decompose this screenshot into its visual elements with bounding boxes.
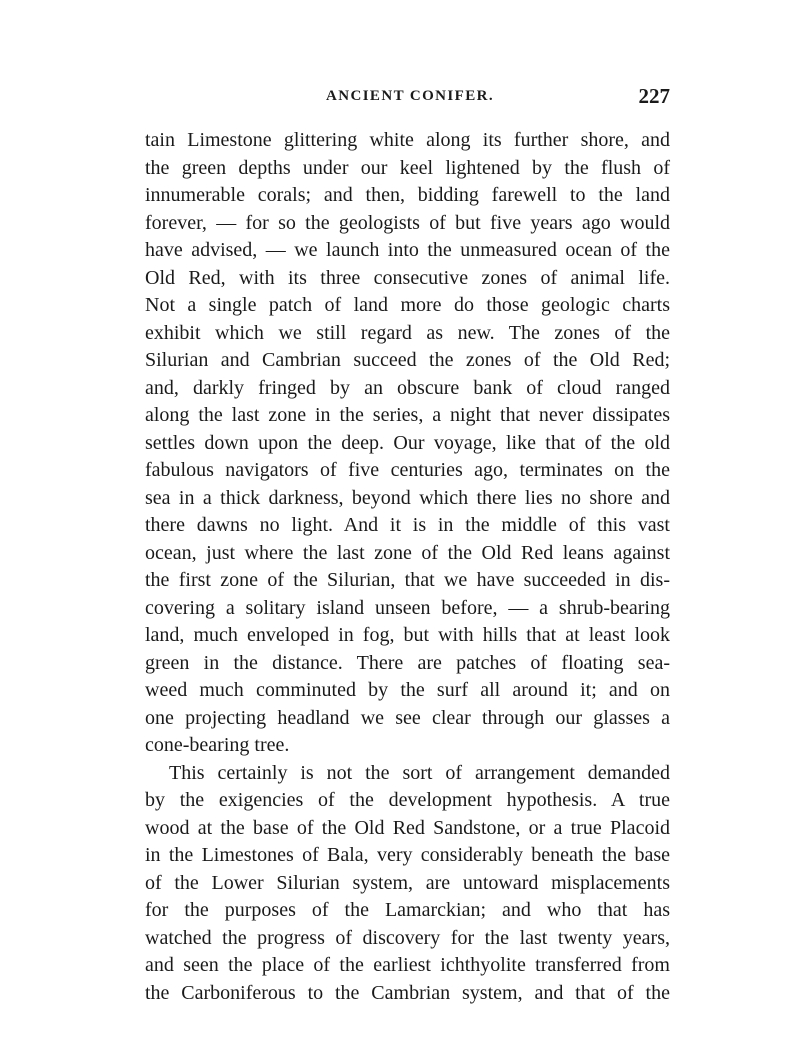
text-line: land, much enveloped in fog, but with hills that at least look (145, 624, 670, 646)
body-text (145, 127, 670, 1007)
text-line: Not a single patch of land more do those geologic charts (145, 294, 670, 316)
text-line: the green depths under our keel lightened by the flush of (145, 156, 670, 179)
text-line: for the purposes of the Lamarckian; and who that has (145, 899, 670, 921)
text-line: tain Limestone glittering white along its further shore, and (145, 129, 670, 151)
text-line: have advised, — we launch into the unmeasured ocean of the (145, 239, 670, 261)
text-line: by the exigencies of the development hypothesis. A true (145, 789, 670, 811)
text-line: the first zone of the Silurian, that we have succeeded in dis- (145, 569, 670, 591)
text-line: sea in a thick darkness, beyond which there lies no shore and (145, 486, 670, 509)
text-line: the Carboniferous to the Cambrian system, and that of the (145, 981, 670, 1004)
text-line: there dawns no light. And it is in the middle of this vast (145, 514, 670, 536)
text-line: green in the distance. There are patches of floating sea- (145, 651, 670, 674)
text-line: forever, — for so the geologists of but five years ago would (145, 211, 670, 234)
text-line: Silurian and Cambrian succeed the zones of the Old Red; (145, 349, 670, 371)
text-line: watched the progress of discovery for the last twenty years, (145, 926, 670, 949)
text-line: of the Lower Silurian system, are untoward misplacements (145, 871, 670, 894)
text-line: Old Red, with its three consecutive zones of animal life. (145, 266, 670, 289)
page-number: 227 (638, 84, 670, 108)
text-line: and, darkly fringed by an obscure bank of cloud ranged (145, 376, 670, 399)
running-title: ANCIENT CONIFER. (326, 88, 494, 104)
text-line: innumerable corals; and then, bidding farewell to the land (145, 184, 670, 206)
text-line: fabulous navigators of five centuries ago, terminates on the (145, 459, 670, 481)
text-line: ocean, just where the last zone of the Old Red leans against (145, 541, 670, 564)
text-line: This certainly is not the sort of arrangement demanded (169, 761, 670, 784)
text-line: exhibit which we still regard as new. The zones of the (145, 321, 670, 344)
text-line: weed much comminuted by the surf all around it; and on (145, 679, 670, 701)
text-line: cone-bearing tree. (145, 734, 290, 756)
text-line: wood at the base of the Old Red Sandstone, or a true Placoid (145, 816, 670, 839)
text-line: and seen the place of the earliest ichthyolite transferred from (145, 954, 670, 976)
text-line: along the last zone in the series, a night that never dissipates (145, 404, 670, 426)
text-line: covering a solitary island unseen before, — a shrub-bearing (145, 596, 670, 619)
text-line: one projecting headland we see clear through our glasses a (145, 706, 670, 729)
text-line: in the Limestones of Bala, very considerably beneath the base (145, 844, 670, 866)
text-line: settles down upon the deep. Our voyage, like that of the old (145, 431, 670, 454)
running-head (0, 84, 800, 114)
